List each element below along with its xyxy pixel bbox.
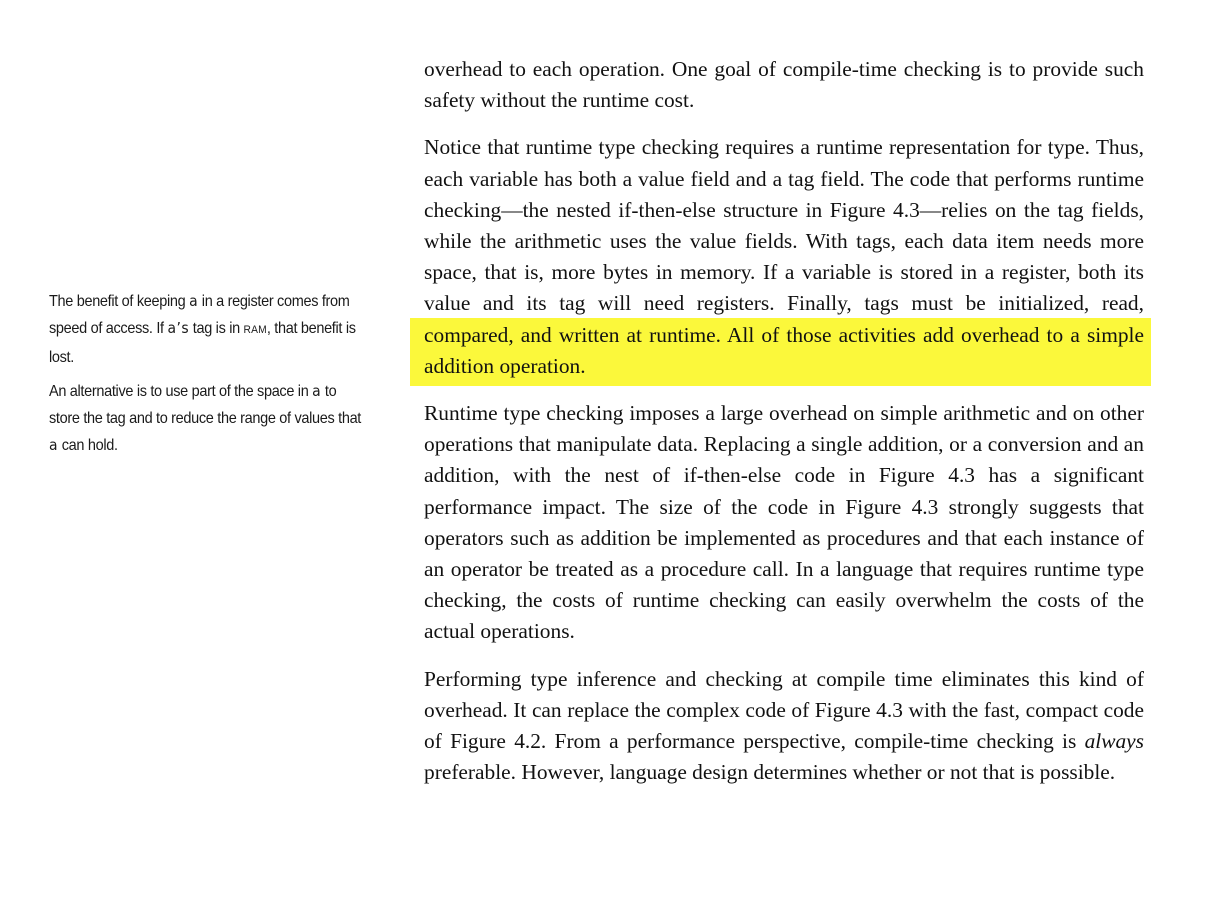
- paragraph-4: [424, 664, 1144, 789]
- paragraph-2: [424, 132, 1144, 382]
- paragraph-3: Runtime type checking imposes a large overhead on simple arithmetic and on other operations that manipulate data. Replacing a single addition, or a conversion and an addition, with the nest of if-then-else code in Figure 4.3 has a significant performance impact. The size of the code in Figure 4.3 strongly suggests that operators such as addition be implemented as procedures and that each instance of an operator be treated as a procedure call. In a language that requires runtime type checking, the costs of runtime checking can easily overwhelm the costs of the actual operations.: [424, 401, 1144, 644]
- margin-notes: [49, 288, 370, 466]
- note-1-text-b: in a register comes from speed of access. If: [49, 293, 350, 337]
- variable-a: a: [49, 436, 59, 454]
- paragraph-1: overhead to each operation. One goal of compile-time checking is to provide such safety without the runtime cost.: [424, 57, 1144, 113]
- variable-a: a: [189, 292, 199, 310]
- emphasis-always: always: [1084, 729, 1144, 754]
- paragraph-2-text: Notice that runtime type checking requires a runtime representation for type. Thus, each variable has both a value field and a tag field. The code that performs runtime checking—the nested if-then-else structure in Figure 4.3—relies on the tag fields, while the arithmetic uses the value fields. With tags, each data item needs more space, that is, more bytes in memory. If a variable is stored in a register, both its value and its tag will need registers. Finally,: [424, 135, 1144, 316]
- paragraph-4-text-start: Performing type inference and checking at compile time eliminates this kind of overhead. It can replace the complex code of Figure 4.3 with the fast, compact code of Figure 4.2. From a performance perspective, compile-time checking is: [424, 666, 1144, 754]
- note-1-text-d: , that benefit is lost.: [49, 320, 356, 366]
- ram-smallcaps: RAM: [243, 324, 267, 336]
- variable-a-possessive: a’s: [167, 319, 190, 337]
- margin-note-2: [49, 378, 370, 459]
- note-2-text-a: An alternative is to use part of the space in: [49, 383, 313, 400]
- highlighted-text: tags must be initialized, read, compared, and written at runtime. All of those activities add overhead to a simple addition operation.: [424, 291, 1144, 378]
- note-2-text-b: to store the tag and to reduce the range of values that: [49, 383, 362, 427]
- note-2-text-c: can hold.: [58, 437, 118, 454]
- main-text-column: [424, 54, 1144, 804]
- margin-note-1: [49, 288, 370, 371]
- variable-a: a: [312, 382, 322, 400]
- paragraph-4-text-end: preferable. However, language design determines whether or not that is possible.: [424, 760, 1116, 785]
- note-1-text-a: The benefit of keeping: [49, 293, 190, 310]
- note-1-text-c: tag is in: [189, 320, 244, 337]
